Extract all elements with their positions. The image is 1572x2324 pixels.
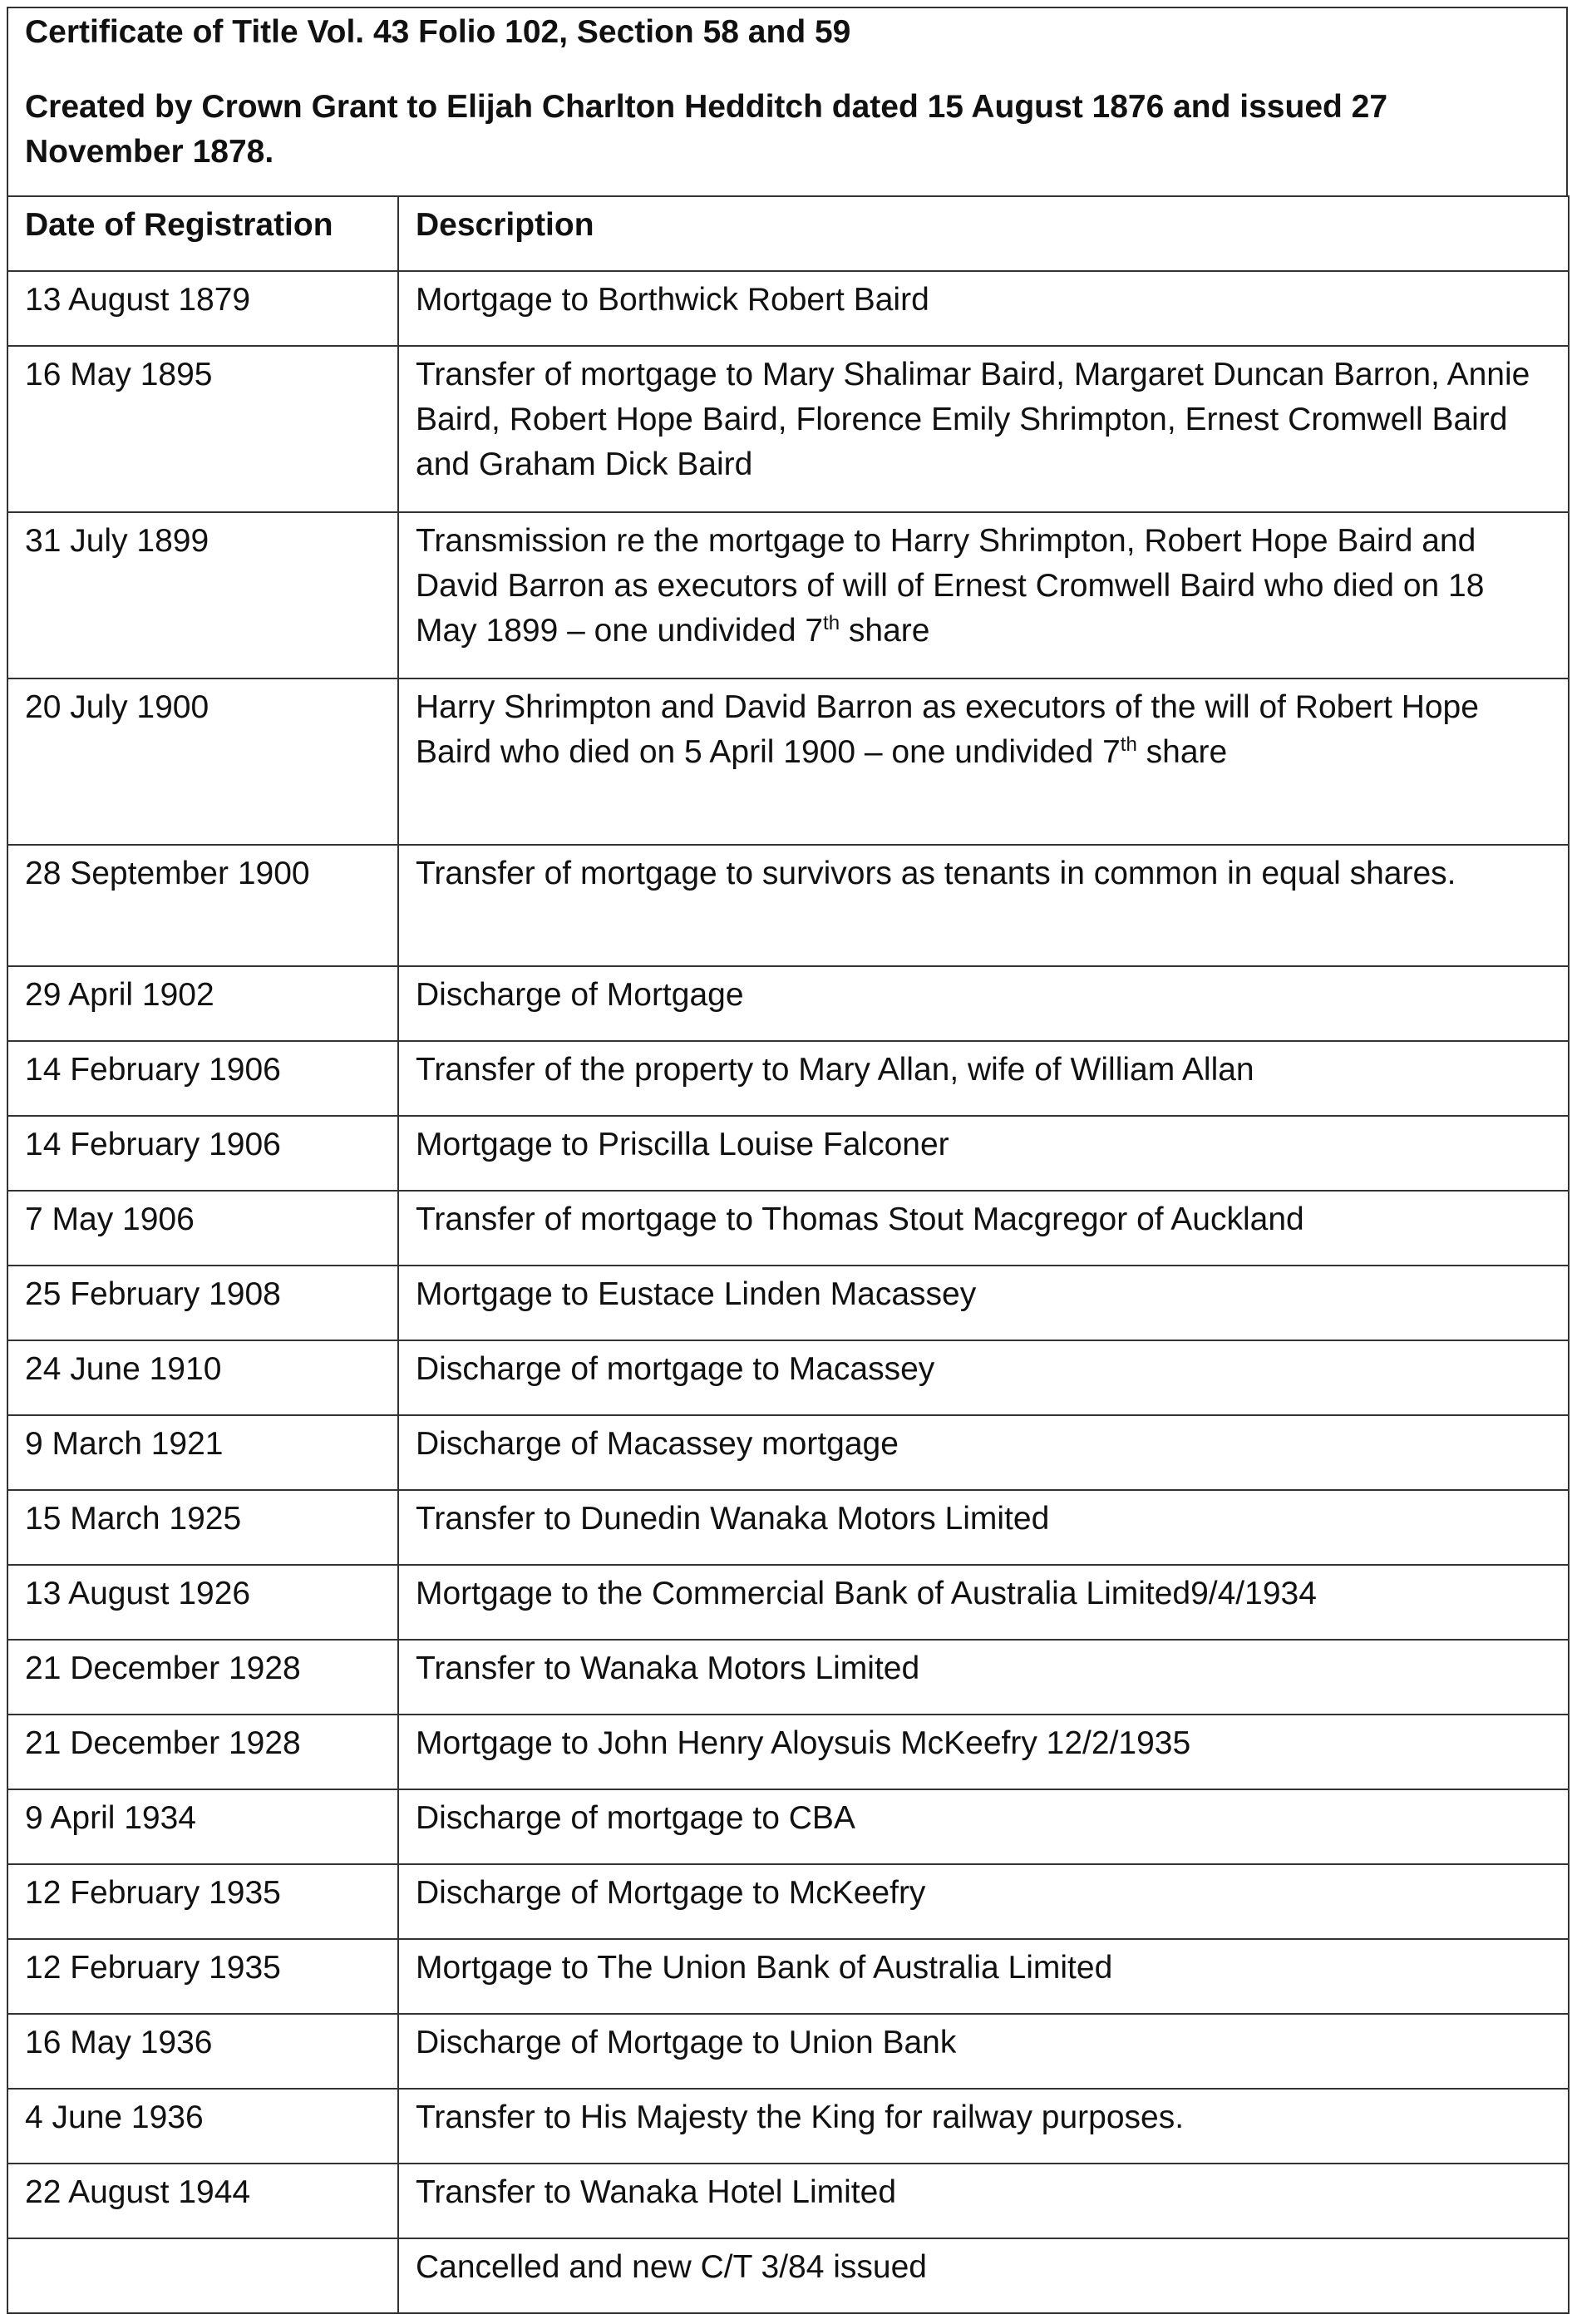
table-row xyxy=(7,1041,1569,1116)
date-cell: 15 March 1925 xyxy=(7,1490,398,1565)
table-row xyxy=(7,2164,1569,2238)
description-cell: Mortgage to Priscilla Louise Falconer xyxy=(398,1116,1569,1191)
table-row xyxy=(7,1789,1569,1864)
date-cell: 13 August 1879 xyxy=(7,271,398,346)
table-row xyxy=(7,1939,1569,2014)
description-cell: Discharge of Mortgage xyxy=(398,966,1569,1041)
ordinal-suffix: th xyxy=(1120,733,1137,756)
description-cell: Discharge of mortgage to CBA xyxy=(398,1789,1569,1864)
description-text-end: share xyxy=(1136,734,1228,770)
column-header-description: Description xyxy=(398,196,1569,271)
column-header-date: Date of Registration xyxy=(7,196,398,271)
description-cell: Mortgage to the Commercial Bank of Australia Limited9/4/1934 xyxy=(398,1565,1569,1640)
date-cell: 20 July 1900 xyxy=(7,678,398,845)
table-row xyxy=(7,1191,1569,1266)
description-cell: Discharge of Mortgage to Union Bank xyxy=(398,2014,1569,2089)
table-row xyxy=(7,1715,1569,1789)
table-row xyxy=(7,2089,1569,2164)
table-row xyxy=(7,1116,1569,1191)
description-text-end: share xyxy=(840,613,930,649)
date-cell: 22 August 1944 xyxy=(7,2164,398,2238)
description-text: Transmission re the mortgage to Harry Shrimpton, Robert Hope Baird and David Barron as executors of will of Ernest Cromwell Baird who died on 18 May 1899 – one undivided 7 xyxy=(416,523,1485,649)
crown-grant-note: Created by Crown Grant to Elijah Charlton Hedditch dated 15 August 1876 and issued 27 November 1878. xyxy=(25,89,1388,170)
table-row xyxy=(7,678,1569,845)
date-cell: 25 February 1908 xyxy=(7,1266,398,1340)
date-cell: 9 March 1921 xyxy=(7,1415,398,1490)
description-cell: Transfer to Wanaka Hotel Limited xyxy=(398,2164,1569,2238)
description-cell: Cancelled and new C/T 3/84 issued xyxy=(398,2238,1569,2313)
description-cell: Transfer to Wanaka Motors Limited xyxy=(398,1640,1569,1715)
table-row xyxy=(7,2238,1569,2313)
date-cell: 4 June 1936 xyxy=(7,2089,398,2164)
description-cell: Transfer of mortgage to Mary Shalimar Baird, Margaret Duncan Barron, Annie Baird, Robert Hope Baird, Florence Emily Shrimpton, Ernest Cromwell Baird and Graham Dick Baird xyxy=(398,346,1569,512)
description-cell: Discharge of Macassey mortgage xyxy=(398,1415,1569,1490)
date-cell: 12 February 1935 xyxy=(7,1939,398,2014)
description-cell: Transfer of the property to Mary Allan, wife of William Allan xyxy=(398,1041,1569,1116)
title-header xyxy=(7,7,1568,195)
date-cell: 21 December 1928 xyxy=(7,1715,398,1789)
table-row xyxy=(7,512,1569,678)
table-row xyxy=(7,1266,1569,1340)
date-cell: 12 February 1935 xyxy=(7,1864,398,1939)
description-cell: Mortgage to Borthwick Robert Baird xyxy=(398,271,1569,346)
table-row xyxy=(7,1864,1569,1939)
date-cell xyxy=(7,2238,398,2313)
date-cell: 24 June 1910 xyxy=(7,1340,398,1415)
description-cell xyxy=(398,678,1569,845)
date-cell: 14 February 1906 xyxy=(7,1116,398,1191)
ordinal-suffix: th xyxy=(823,612,840,634)
description-cell: Mortgage to John Henry Aloysuis McKeefry 12/2/1935 xyxy=(398,1715,1569,1789)
date-cell: 14 February 1906 xyxy=(7,1041,398,1116)
date-cell: 16 May 1895 xyxy=(7,346,398,512)
table-row xyxy=(7,1565,1569,1640)
table-row xyxy=(7,1490,1569,1565)
date-cell: 21 December 1928 xyxy=(7,1640,398,1715)
table-row xyxy=(7,845,1569,966)
description-text: Harry Shrimpton and David Barron as executors of the will of Robert Hope Baird who died on 5 April 1900 – one undivided 7 xyxy=(416,689,1479,770)
table-row xyxy=(7,966,1569,1041)
table-row xyxy=(7,1415,1569,1490)
certificate-title: Certificate of Title Vol. 43 Folio 102, Section 58 and 59 xyxy=(25,14,851,50)
table-row xyxy=(7,1340,1569,1415)
table-row xyxy=(7,2014,1569,2089)
description-cell: Mortgage to The Union Bank of Australia Limited xyxy=(398,1939,1569,2014)
registration-table xyxy=(7,195,1570,2314)
description-cell: Mortgage to Eustace Linden Macassey xyxy=(398,1266,1569,1340)
date-cell: 28 September 1900 xyxy=(7,845,398,966)
date-cell: 7 May 1906 xyxy=(7,1191,398,1266)
date-cell: 13 August 1926 xyxy=(7,1565,398,1640)
description-cell: Discharge of mortgage to Macassey xyxy=(398,1340,1569,1415)
description-cell: Discharge of Mortgage to McKeefry xyxy=(398,1864,1569,1939)
date-cell: 9 April 1934 xyxy=(7,1789,398,1864)
table-header-row xyxy=(7,196,1569,271)
certificate-of-title-document xyxy=(7,7,1568,2317)
description-cell: Transfer to His Majesty the King for railway purposes. xyxy=(398,2089,1569,2164)
date-cell: 29 April 1902 xyxy=(7,966,398,1041)
table-row xyxy=(7,271,1569,346)
date-cell: 16 May 1936 xyxy=(7,2014,398,2089)
description-cell xyxy=(398,512,1569,678)
description-cell: Transfer to Dunedin Wanaka Motors Limited xyxy=(398,1490,1569,1565)
table-row xyxy=(7,1640,1569,1715)
description-cell: Transfer of mortgage to Thomas Stout Macgregor of Auckland xyxy=(398,1191,1569,1266)
description-cell: Transfer of mortgage to survivors as tenants in common in equal shares. xyxy=(398,845,1569,966)
table-row xyxy=(7,346,1569,512)
date-cell: 31 July 1899 xyxy=(7,512,398,678)
